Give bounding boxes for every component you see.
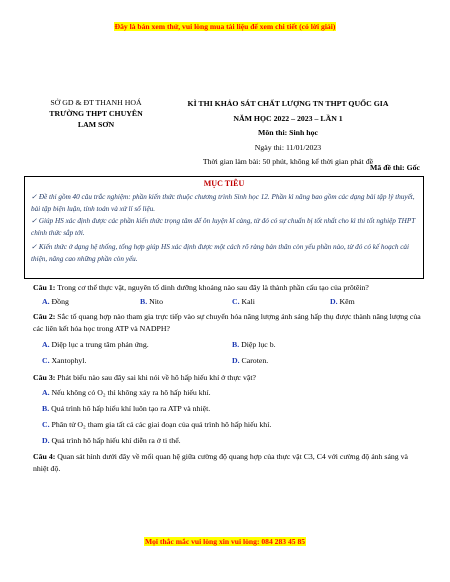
school-name-2: LAM SƠN — [77, 120, 115, 129]
exam-title: KÌ THI KHẢO SÁT CHẤT LƯỢNG TN THPT QUỐC GIA — [187, 99, 389, 108]
preview-notice-banner: Đây là bản xem thử, vui lòng mua tài liệu để xem chi tiết (có lời giải) — [114, 22, 336, 31]
exam-date: Ngày thi: 11/01/2023 — [254, 142, 322, 152]
objective-item: ✓ Giúp HS xác định được các phần kiến thức trọng tâm để ôn luyện kĩ càng, từ đó có sự chuẩn bị tốt nhất cho kì thi tốt nghiệp THPT chính thức sắp tới. — [31, 217, 416, 237]
option-b: B. Quá trình hô hấp hiếu khí luôn tạo ra ATP và nhiệt. — [42, 404, 211, 413]
question-label: Câu 2: — [33, 312, 56, 321]
option-a: A. Đồng — [42, 297, 69, 306]
contact-banner: Mọi thắc mắc vui lòng xin vui lòng: 084 283 45 85 — [144, 537, 306, 546]
option-a: A. Nếu không có O₂ thì không xảy ra hô hấp hiếu khí. — [42, 388, 211, 397]
school-header — [26, 97, 166, 130]
question-3 — [33, 372, 425, 384]
option-c: C. Xantophyl. — [42, 356, 87, 365]
question-text: Phát biểu nào sau đây sai khi nói về hô hấp hiếu khí ở thực vật? — [57, 373, 256, 382]
objectives-box — [24, 176, 424, 279]
question-4 — [33, 451, 425, 475]
objectives-title: MỤC TIÊU — [203, 179, 245, 188]
question-text: Trong cơ thể thực vật, nguyên tố dinh dưỡng khoáng nào sau đây là thành phần cấu tạo của prôtêin? — [57, 283, 369, 292]
question-2 — [33, 311, 425, 335]
question-label: Câu 3: — [33, 373, 56, 382]
exam-time: Thời gian làm bài: 50 phút, không kể thời gian phát đề — [202, 157, 374, 166]
question-label: Câu 1: — [33, 283, 56, 292]
question-text: Sắc tố quang hợp nào tham gia trực tiếp vào sự chuyển hóa năng lượng ánh sáng hấp thụ được thành năng lượng của các liên kết hóa học trong ATP và NADPH? — [33, 312, 421, 333]
department-name: SỞ GD & ĐT THANH HOÁ — [50, 98, 142, 107]
objective-item: ✓ Đề thi gồm 40 câu trắc nghiệm: phần kiến thức thuộc chương trình Sinh học 12. Phần kì năng bao gồm các dạng bài tập lý thuyết, bài tập biện luận, tính toán và xử lí số liệu. — [31, 193, 415, 213]
exam-year: NĂM HỌC 2022 – 2023 – LẦN 1 — [233, 113, 343, 123]
option-a: A. Diệp lục a trung tâm phản ứng. — [42, 340, 149, 349]
question-text: Quan sát hình dưới đây về mối quan hệ giữa cường độ quang hợp của thực vật C3, C4 với cường độ ánh sáng và nhiệt độ. — [33, 452, 409, 473]
exam-header — [168, 97, 408, 170]
exam-subject: Môn thi: Sinh học — [257, 128, 318, 137]
option-c: C. Phân tử O₂ tham gia tất cả các giai đoạn của quá trình hô hấp hiếu khí. — [42, 420, 272, 429]
school-name: TRƯỜNG THPT CHUYÊN — [49, 109, 143, 118]
option-b: B. Nito — [140, 297, 163, 306]
question-label: Câu 4: — [33, 452, 56, 461]
question-1 — [33, 282, 425, 294]
option-d: D. Quá trình hô hấp hiếu khí diễn ra ở ti thể. — [42, 436, 181, 445]
option-d: D. Caroten. — [232, 356, 269, 365]
exam-code: Mã đề thi: Gốc — [369, 163, 420, 172]
objective-item: ✓ Kiến thức ở dạng hệ thống, tổng hợp giúp HS xác định được một cách rõ ràng bản thân còn yếu phần nào, từ đó có kế hoạch cải thiện, nâng cao những phần còn yếu. — [31, 243, 410, 263]
option-d: D. Kẽm — [330, 297, 355, 306]
option-c: C. Kali — [232, 297, 255, 306]
option-b: B. Diệp lục b. — [232, 340, 276, 349]
